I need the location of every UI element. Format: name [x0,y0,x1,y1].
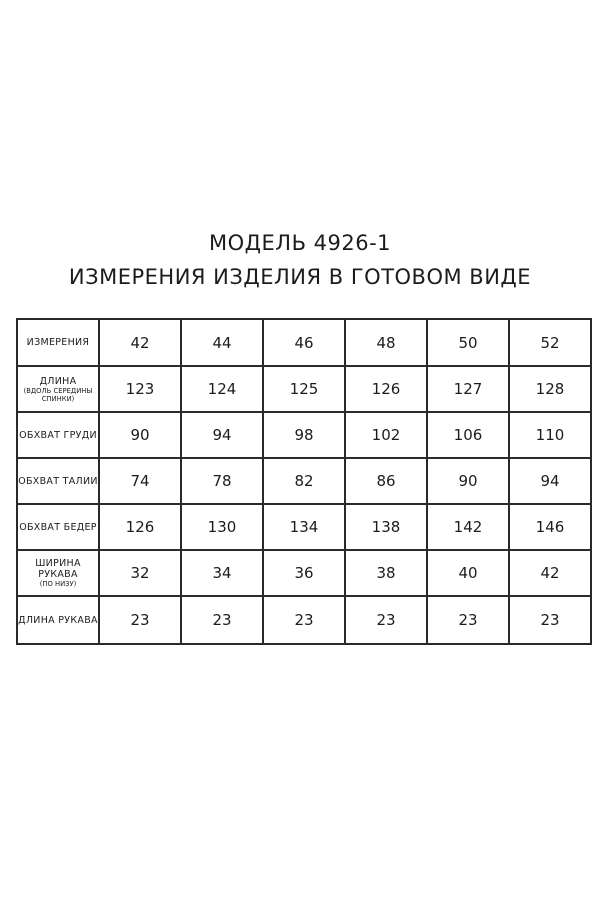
size-header-cell: 50 [427,319,509,366]
row-label: ДЛИНА РУКАВА [18,614,98,626]
value-cell: 125 [263,366,345,412]
table-row [17,458,591,504]
row-label-cell [17,504,99,550]
model-title: МОДЕЛЬ 4926-1 [208,231,392,255]
table-row [17,412,591,458]
row-label: ОБХВАТ ГРУДИ [19,429,97,441]
value-cell: 32 [99,550,181,596]
row-sublabel: (ВДОЛЬ СЕРЕДИНЫ СПИНКИ) [23,386,93,403]
table-row [17,366,591,412]
size-table [16,318,592,645]
value-cell: 138 [345,504,427,550]
value-cell: 82 [263,458,345,504]
table-header-row [17,319,591,366]
value-cell: 74 [99,458,181,504]
value-cell: 134 [263,504,345,550]
value-cell: 36 [263,550,345,596]
value-cell: 126 [99,504,181,550]
value-cell: 127 [427,366,509,412]
value-cell: 94 [181,412,263,458]
row-label-cell [17,596,99,644]
table-row [17,596,591,644]
size-header-cell: 46 [263,319,345,366]
value-cell: 142 [427,504,509,550]
value-cell: 128 [509,366,591,412]
value-cell: 34 [181,550,263,596]
value-cell: 86 [345,458,427,504]
value-cell: 102 [345,412,427,458]
value-cell: 23 [99,596,181,644]
value-cell: 38 [345,550,427,596]
row-label: ШИРИНА РУКАВА [35,558,81,580]
title-block [0,226,600,294]
value-cell: 40 [427,550,509,596]
value-cell: 98 [263,412,345,458]
value-cell: 23 [427,596,509,644]
size-header-cell: 42 [99,319,181,366]
table-row [17,550,591,596]
value-cell: 23 [181,596,263,644]
value-cell: 23 [509,596,591,644]
row-sublabel: (ПО НИЗУ) [39,580,77,588]
size-header-cell: 48 [345,319,427,366]
value-cell: 90 [99,412,181,458]
value-cell: 124 [181,366,263,412]
value-cell: 90 [427,458,509,504]
value-cell: 23 [263,596,345,644]
value-cell: 23 [345,596,427,644]
value-cell: 94 [509,458,591,504]
header-label-cell: ИЗМЕРЕНИЯ [17,319,99,366]
row-label-cell [17,550,99,596]
value-cell: 126 [345,366,427,412]
size-header-cell: 52 [509,319,591,366]
row-label: ОБХВАТ БЕДЕР [19,521,97,533]
table-row [17,504,591,550]
row-label-cell [17,366,99,412]
value-cell: 146 [509,504,591,550]
row-label: ОБХВАТ ТАЛИИ [18,475,98,487]
value-cell: 123 [99,366,181,412]
row-label-cell [17,458,99,504]
table-title: ИЗМЕРЕНИЯ ИЗДЕЛИЯ В ГОТОВОМ ВИДЕ [68,265,532,289]
row-label-cell [17,412,99,458]
row-label: ДЛИНА [39,375,77,387]
value-cell: 42 [509,550,591,596]
value-cell: 78 [181,458,263,504]
value-cell: 110 [509,412,591,458]
value-cell: 106 [427,412,509,458]
value-cell: 130 [181,504,263,550]
size-header-cell: 44 [181,319,263,366]
